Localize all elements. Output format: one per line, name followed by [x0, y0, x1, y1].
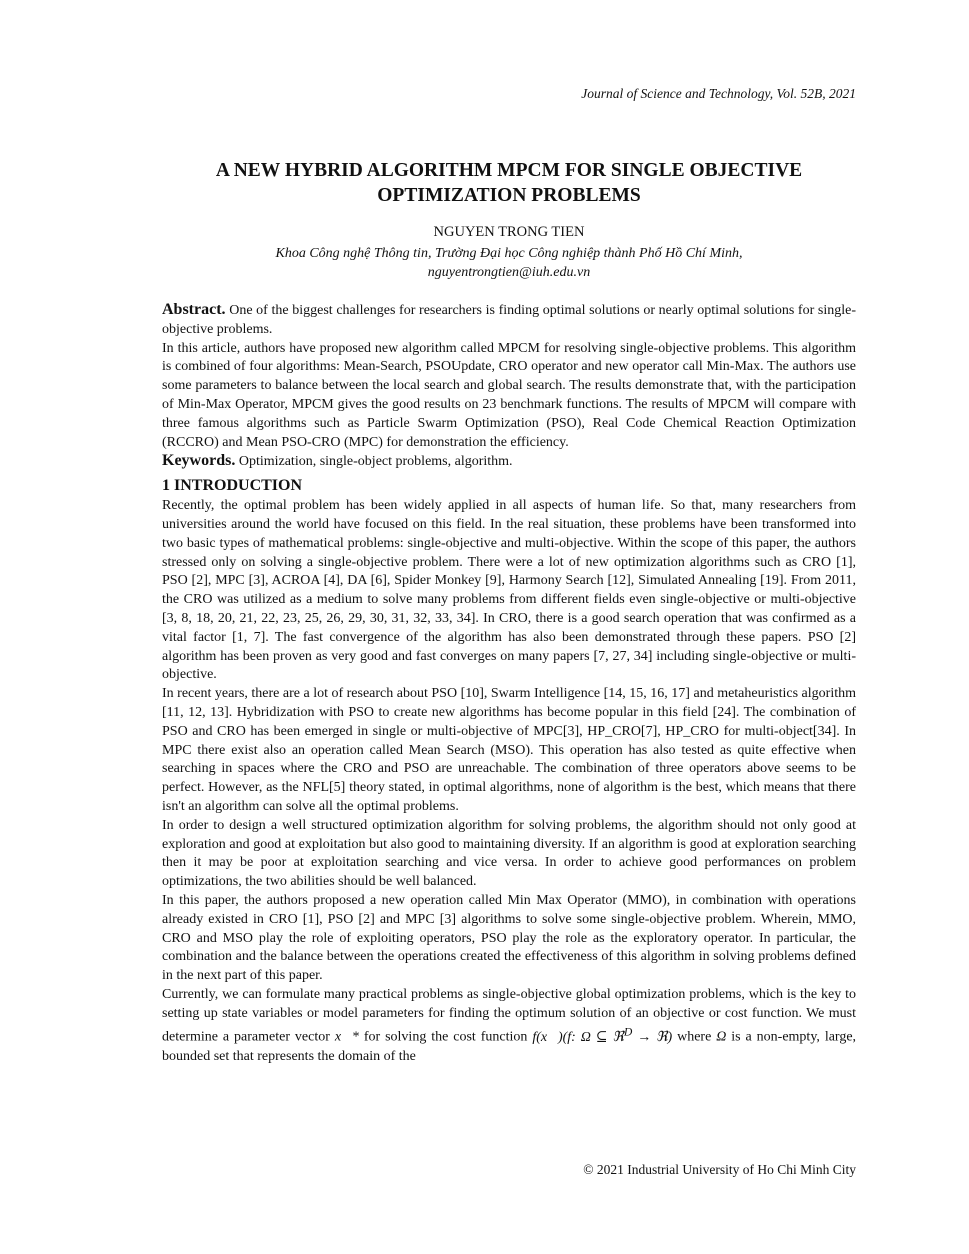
- title-line-1: A NEW HYBRID ALGORITHM MPCM FOR SINGLE OBJECTIVE: [215, 160, 803, 181]
- author-email: nguyentrongtien@iuh.edu.vn: [427, 265, 591, 280]
- cost-function-range: → ℜ): [632, 1030, 673, 1046]
- abstract-paragraph: [162, 301, 856, 340]
- author-affiliation-block: [162, 244, 856, 282]
- intro-paragraph-4: In this paper, the authors proposed a new operation called Min Max Operator (MMO), in combination with operations already existed in CRO [1], PSO [2] and MPC [3] algorithms to solve some single-objective problem. Wherein, MMO, CRO and MSO play the role of exploiting operators, PSO play the role as the exploratory operator. In particular, the combination and the balance between the operations created the effectiveness of this algorithm in solving problems defined in the next part of this paper.: [162, 892, 856, 984]
- keywords-text: Optimization, single-object problems, algorithm.: [238, 454, 513, 470]
- keywords-label: Keywords.: [162, 452, 236, 470]
- abstract-label: Abstract.: [162, 301, 226, 318]
- intro-paragraph-1: Recently, the optimal problem has been widely applied in all aspects of human life. So that, many researchers from universities around the world have focused on this field. In the real situation, these problems have been transformed into two basic types of mathematical problems: single-objective and multi-objective. Within the scope of this paper, the authors stressed only on solving a single-objective problem. There were a lot of new optimization algorithms such as CRO [1], PSO [2], MPC [3], ACROA [4], DA [6], Spider Monkey [9], Harmony Search [12], Simulated Annealing [19]. From 2011, the CRO was utilized as a medium to solve many problems from different fields even single-objective or multi-objective [3, 8, 18, 20, 21, 22, 23, 25, 26, 29, 30, 31, 32, 33, 34]. In CRO, there is a good search operation that was confirmed as a vital factor [1, 7]. The fast convergence of the algorithm has also been demonstrated through these papers. PSO [2] algorithm has been proven as very good and fast converges on many papers [7, 27, 34] including single-objective or multi-objective.: [162, 498, 856, 683]
- author-affiliation: Khoa Công nghệ Thông tin, Trường Đại học Công nghiệp thành Phố Hồ Chí Minh,: [275, 246, 743, 261]
- author-name: NGUYEN TRONG TIEN: [433, 224, 585, 240]
- paper-body: [162, 301, 856, 1067]
- abstract-text-1: One of the biggest challenges for researchers is finding optimal solutions or nearly optimal solutions for single-objective problems.: [162, 303, 857, 337]
- title-line-2: OPTIMIZATION PROBLEMS: [377, 185, 641, 206]
- paper-title: [162, 158, 856, 208]
- cost-function-math: [532, 1025, 673, 1046]
- intro-paragraph-5: [162, 986, 856, 1067]
- keywords-paragraph: [162, 452, 856, 472]
- abstract-text-2: In this article, authors have proposed new algorithm called MPCM for resolving single-objective problems. This algorithm is combined of four algorithms: Mean-Search, PSOUpdate, CRO operator and new operator call Min-Max. The authors use some parameters to balance between the local search and global search. The results demonstrate that, with the participation of Min-Max Operator, MPCM gives the good results on 23 benchmark functions. The results of MPCM will compare with three famous algorithms such as Particle Swarm Optimization (PSO), Real Code Chemical Reaction Optimization (RCCRO) and Mean PSO-CRO (MPC) for demonstration the efficiency.: [162, 340, 856, 450]
- intro-paragraph-3: In order to design a well structured optimization algorithm for solving problems, the algorithm should not only good at exploration and good at exploitation but also good to maintaining diversity. If an algorithm is good at exploration searching then it may be poor at exploitation searching and vice versa. In order to achieve good performances on problem optimizations, the two abilities should be well balanced.: [162, 817, 856, 890]
- intro-paragraph-2: In recent years, there are a lot of research about PSO [10], Swarm Intelligence [14, 15, 16, 17] and metaheuristics algorithm [11, 12, 13]. Hybridization with PSO to create new algorithms has become popular in this field [24]. The combination of PSO and CRO has been emerged in single or multi-objective of MPC[3], HP_CRO[7], HP_CRO for multi-object[34]. In MPC there exist also an operation called Mean Search (MSO). This operation has also tested as quite effective when searching in spaces where the CRO and PSO are unreachable. The combination of three operators above seems to be perfect. However, as the NFL[5] theory stated, in optimal algorithms, none of algorithm is the best, which means that there isn't an algorithm can solve all the optimal problems.: [162, 686, 856, 814]
- omega-symbol: Ω: [716, 1030, 727, 1046]
- copyright-footer: © 2021 Industrial University of Ho Chi Minh City: [583, 1162, 856, 1177]
- p5-text-3: where: [677, 1030, 712, 1046]
- cost-function: f(x⃗)(f: Ω ⊆ ℜ: [532, 1030, 624, 1046]
- p5-text: Currently, we can formulate many practical problems as single-objective global optimization problems, which is the key to setting up state variables or model parameters for finding the optimum solution of an objective or cost function. We must determine a parameter vector: [162, 986, 856, 1046]
- p5-text-2: for solving the cost function: [363, 1030, 528, 1046]
- p5-text-4: is a non-empty, large, bounded set that represents the domain of the: [162, 1030, 857, 1064]
- vector-x-star: x⃗*: [334, 1030, 359, 1046]
- section-heading-introduction: 1 INTRODUCTION: [162, 477, 303, 495]
- journal-header: Journal of Science and Technology, Vol. 52B, 2021: [581, 86, 856, 101]
- dimension-superscript: D: [623, 1025, 633, 1039]
